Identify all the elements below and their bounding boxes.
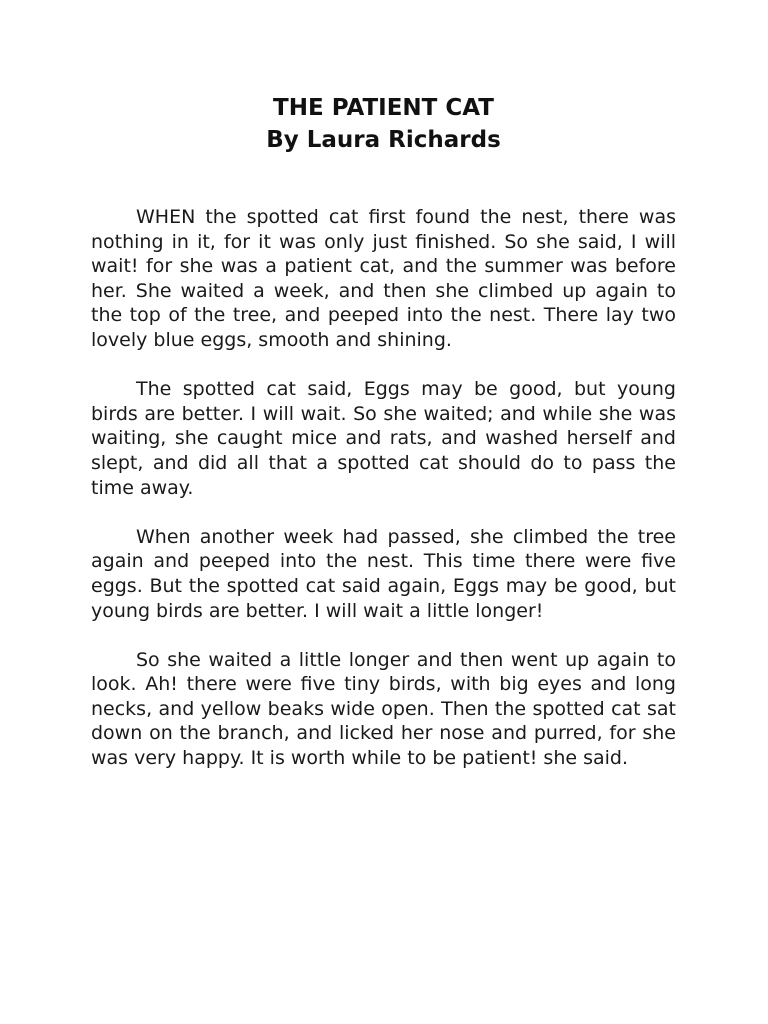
paragraph-1 [91, 205, 676, 353]
document-byline: By Laura Richards [266, 127, 501, 153]
paragraph-2 [91, 377, 676, 500]
paragraph-4 [91, 648, 676, 771]
title-block [91, 92, 676, 156]
paragraph-3-body: When another week had passed, she climbed the tree again and peeped into the nest. This time there were five eggs. But the spotted cat said again, Eggs may be good, but young birds are better. I will wait a little longer! [91, 525, 676, 622]
paragraph-1-first-line-text: WHEN the spotted cat first found the nest, there was [136, 206, 676, 228]
document-page [91, 92, 676, 795]
document-title: THE PATIENT CAT [273, 95, 494, 121]
paragraph-2-body: The spotted cat said, Eggs may be good, but young birds are better. I will wait. So she waited; and while she was waiting, she caught mice and rats, and washed herself and slept, and did all that a spotted cat should do to pass the time away. [91, 378, 676, 499]
paragraph-3 [91, 525, 676, 623]
paragraph-4-body: So she waited a little longer and then went up again to look. Ah! there were five tiny birds, with big eyes and long necks, and yellow beaks wide open. Then the spotted cat sat down on the branch, and licked her nose and purred, for she was very happy. It is worth while to be patient! she said. [91, 648, 676, 770]
paragraph-1-body: nothing in it, for it was only just finished. So she said, I will wait! for she was a patient cat, and the summer was before her. She waited a week, and then she climbed up again to the top of the tree, and peeped into the nest. There lay two lovely blue eggs, smooth and shining. [91, 230, 676, 351]
paragraph-1-first-line [91, 205, 676, 230]
